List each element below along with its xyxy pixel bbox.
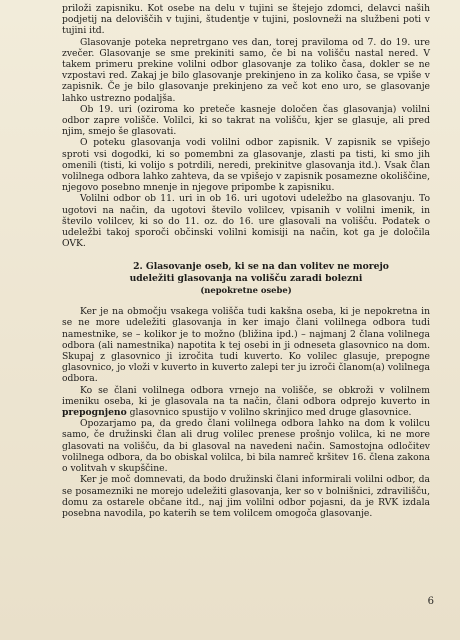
section-heading-line-3: (nepokretne osebe): [200, 284, 292, 295]
paragraph-closing-polls: Ob 19. uri (oziroma ko preteče kasneje določen čas glasovanja) volilni odbor zapre volišče. Volilci, ki so takrat na volišču, kjer se glasuje, ali pred njim, smejo še glasovati.: [62, 103, 430, 138]
paragraph-return-to-station: [62, 385, 430, 419]
paragraph-return-text-end: glasovnico spustijo v volilno skrinjico med druge glasovnice.: [129, 407, 412, 419]
paragraph-warning: Opozarjamo pa, da gredo člani volilnega odbora lahko na dom k volilcu samo, če družinski član ali drug volilec prenese prošnjo volilca, ki ne more glasovati na volišču, da bi glasoval na navedeni način. Samostojna odločitev volilnega odbora, da bo obiskal volilca, bi bila namreč kršitev 16. člena zakona o volitvah v skupščine.: [62, 418, 430, 475]
section-heading: [62, 261, 430, 296]
body-text: [62, 3, 430, 519]
paragraph-continuation: priloži zapisniku. Kot osebe na delu v tujini se štejejo zdomci, delavci naših podjetij na deloviščih v tujini, študentje v tujini, poslovneži na službeni poti v tujini itd.: [62, 3, 430, 37]
paragraph-minutes: O poteku glasovanja vodi volilni odbor zapisnik. V zapisnik se vpišejo sproti vsi dogodki, ki so pomembni za glasovanje, zlasti pa tisti, ki smo jih omenili (tisti, ki volijo s potrdili, neredi, prekinitve glasovanja itd.). Vsak član volilnega odbora lahko zahteva, da se vpišejo v zapisnik posamezne okoliščine, njegovo posebno mnenje in njegove pripombe k zapisniku.: [62, 137, 430, 194]
paragraph-voting-hours: Glasovanje poteka nepretrgano ves dan, torej praviloma od 7. do 19. ure zvečer. Glasovanje se sme prekiniti samo, če bi na volišču nastal nered. V takem primeru prekine volilni odbor glasovanje za toliko časa, dokler se ne vzpostavi red. Zakaj je bilo glasovanje prekinjeno in za koliko časa, se vpiše v zapisnik. Če je bilo glasovanje prekinjeno za več kot eno uro, se glasovanje lahko ustrezno podaljša.: [62, 36, 430, 104]
section-heading-line-1: 2. Glasovanje oseb, ki se na dan volitev ne morejo: [133, 261, 389, 273]
paragraph-family-inform: Ker je moč domnevati, da bodo družinski člani informirali volilni odbor, da se posamezniki ne morejo udeležiti glasovanja, ker so v bolnišnici, zdravilišču, domu za ostarele občane itd., naj jim volilni odbor pojasni, da je RVK izdala posebna navodila, po katerih se tem volilcem omogoča glasovanje.: [62, 474, 430, 519]
section-heading-line-2: udeležiti glasovanja na volišču zaradi bolezni: [129, 273, 363, 285]
paragraph-turnout: Volilni odbor ob 11. uri in ob 16. uri ugotovi udeležbo na glasovanju. To ugotovi na način, da ugotovi število volilcev, vpisanih v volilni imenik, in število volilcev, ki so do 11. oz. do 16. ure glasovali na volišču. Podatek o udeležbi takoj sporoči občinski volilni komisiji na način, kot ga je določila OVK.: [62, 193, 430, 250]
page-number: 6: [427, 596, 434, 607]
paragraph-return-text: Ko se člani volilnega odbora vrnejo na volišče, se obkroži v volilnem imeniku oseba, ki je glasovala na ta način, člani odbora odprejo kuverto in: [62, 384, 430, 407]
emphasis-folded: prepognjeno: [62, 407, 127, 419]
paragraph-home-voting: Ker je na območju vsakega volišča tudi kakšna oseba, ki je nepokretna in se ne more udeležiti glasovanja in ker imajo člani volilnega odbora tudi namestnike, se – kolikor je to možno (bližina ipd.) – najmanj 2 člana volilnega odbora (ali namestnika) napotita k tej osebi in ji odneseta glasovnico na dom. Skupaj z glasovnico ji izročita tudi kuverto. Ko volilec glasuje, prepogne glasovnico, jo vloži v kuverto in kuverto zalepi ter ju izroči članom(a) volilnega odbora.: [62, 306, 430, 385]
